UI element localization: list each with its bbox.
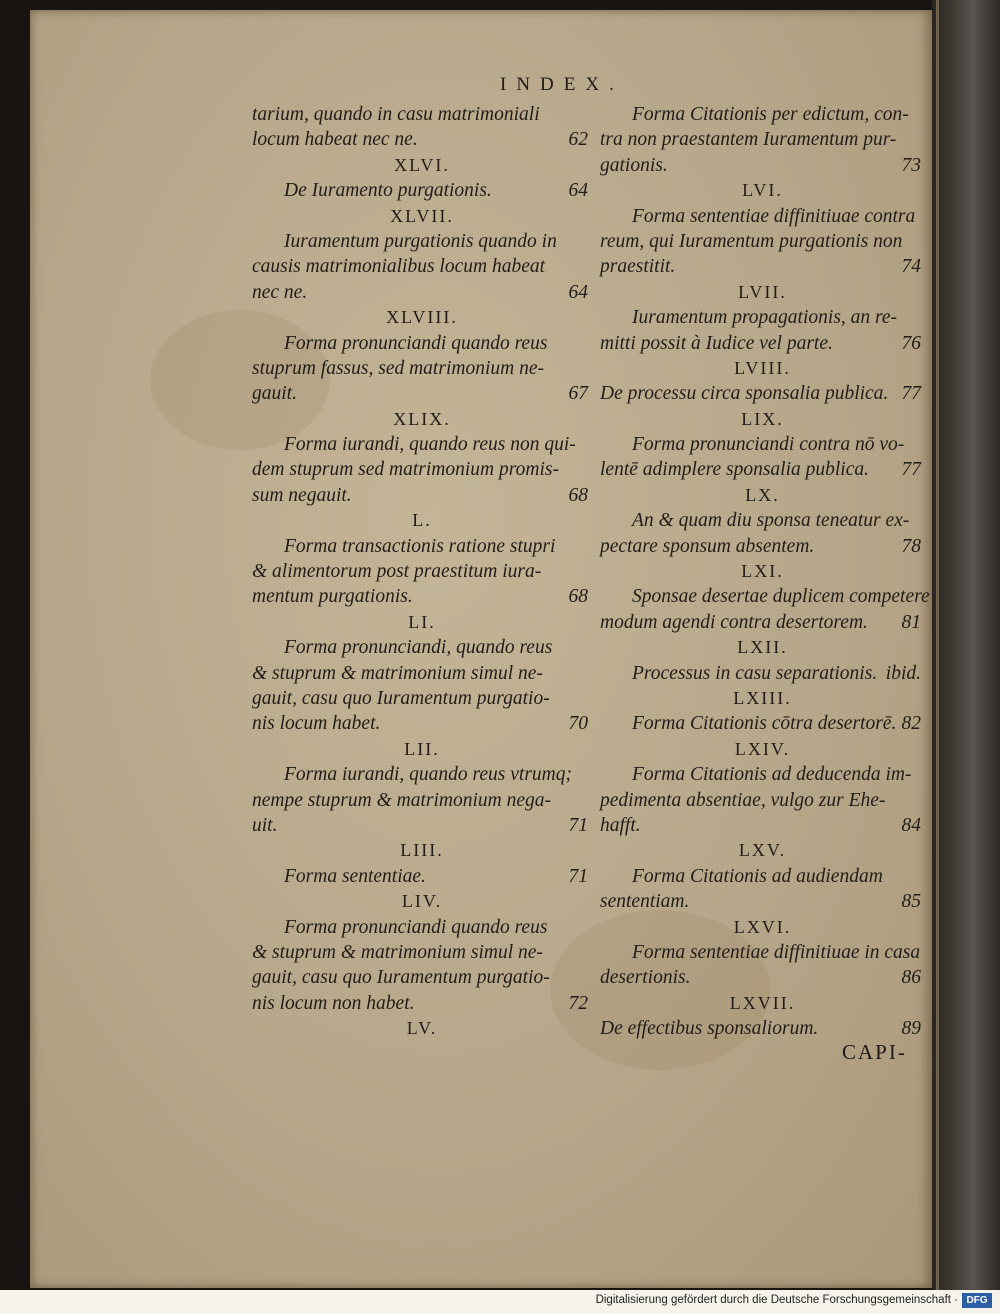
index-entry-line <box>252 280 592 305</box>
chapter-number <box>252 204 592 229</box>
entry-text: pedimenta absentiae, vulgo zur Ehe- <box>600 789 886 811</box>
index-entry-line <box>252 483 592 508</box>
index-entry-line <box>600 508 925 533</box>
entry-text: Forma pronunciandi, quando reus <box>284 637 553 659</box>
page-reference: 71 <box>568 865 588 887</box>
page-reference: ibid. <box>885 662 921 684</box>
chapter-number <box>252 838 592 863</box>
page-reference: 68 <box>568 484 588 506</box>
entry-text: XLIX. <box>393 408 451 429</box>
entry-text: desertionis. <box>600 967 691 989</box>
entry-text: praestitit. <box>600 256 676 278</box>
index-entry-line <box>600 381 925 406</box>
entry-text: LXIV. <box>734 738 791 759</box>
entry-text: nis locum non habet. <box>252 992 415 1014</box>
entry-text: LII. <box>404 738 440 759</box>
page-reference: 77 <box>901 459 921 481</box>
page-reference: 86 <box>901 967 921 989</box>
page-reference: 77 <box>901 383 921 405</box>
entry-text: mentum purgationis. <box>252 586 413 608</box>
page-reference: 64 <box>568 180 588 202</box>
entry-text: LX. <box>745 484 780 505</box>
page-reference: 70 <box>568 713 588 735</box>
entry-text: & alimentorum post praestitum iura- <box>252 561 542 583</box>
index-entry-line <box>600 584 930 609</box>
entry-text: causis matrimonialibus locum habeat <box>252 256 546 278</box>
index-entry-line <box>600 940 925 965</box>
entry-text: dem stuprum sed matrimonium promis- <box>252 459 559 481</box>
entry-text: gationis. <box>600 154 668 176</box>
index-left-column <box>252 102 592 1041</box>
entry-text: Forma iurandi, quando reus non qui- <box>284 434 576 456</box>
page-reference: 82 <box>901 713 921 735</box>
index-entry-line <box>600 661 925 686</box>
page-reference: 81 <box>901 611 921 633</box>
entry-text: nec ne. <box>252 281 308 303</box>
chapter-number <box>600 356 925 381</box>
chapter-number <box>252 889 592 914</box>
entry-text: tra non praestantem Iuramentum pur- <box>600 129 897 151</box>
index-entry-line <box>600 432 925 457</box>
entry-text: lentē adimplere sponsalia publica. <box>600 459 869 481</box>
entry-text: Sponsae desertae duplicem competere <box>632 586 930 608</box>
entry-text: LXII. <box>737 637 788 658</box>
index-entry-line <box>600 457 925 482</box>
entry-text: LXVII. <box>729 992 796 1013</box>
chapter-number <box>600 635 925 660</box>
index-entry-line <box>600 762 925 787</box>
book-spine <box>932 0 1000 1290</box>
page-reference: 85 <box>901 891 921 913</box>
chapter-number <box>600 838 925 863</box>
index-entry-line <box>600 889 925 914</box>
index-entry-line <box>252 813 592 838</box>
entry-text: nis locum habet. <box>252 713 381 735</box>
page-reference: 74 <box>901 256 921 278</box>
index-entry-line <box>600 305 925 330</box>
page-reference: 71 <box>568 814 588 836</box>
entry-text: nempe stuprum & matrimonium nega- <box>252 789 551 811</box>
index-entry-line <box>252 178 592 203</box>
entry-text: Forma Citationis cōtra desertorē. <box>632 713 897 735</box>
entry-text: XLVII. <box>390 205 454 226</box>
entry-text: LIV. <box>401 891 443 912</box>
index-entry-line <box>600 864 925 889</box>
page-reference: 78 <box>901 535 921 557</box>
entry-text: gauit, casu quo Iuramentum purgatio- <box>252 967 550 989</box>
index-entry-line <box>600 204 925 229</box>
index-entry-line <box>252 711 592 736</box>
entry-text: LVIII. <box>734 357 791 378</box>
index-entry-line <box>252 254 592 279</box>
page-reference: 89 <box>901 1018 921 1040</box>
entry-text: mitti possit à Iudice vel parte. <box>600 332 833 354</box>
entry-text: LVII. <box>738 281 787 302</box>
index-entry-line <box>600 153 925 178</box>
index-entry-line <box>252 432 592 457</box>
entry-text: LVI. <box>742 180 783 201</box>
index-entry-line <box>600 788 925 813</box>
index-entry-line <box>252 864 592 889</box>
funding-notice: Digitalisierung gefördert durch die Deutsche Forschungsgemeinschaft · <box>595 1294 958 1306</box>
chapter-number <box>252 407 592 432</box>
index-entry-line <box>252 331 592 356</box>
page-edge <box>936 0 939 1290</box>
entry-text: tarium, quando in casu matrimoniali <box>252 104 540 125</box>
entry-text: LXIII. <box>733 687 792 708</box>
chapter-number <box>600 915 925 940</box>
index-entry-line <box>600 813 925 838</box>
entry-text: modum agendi contra desertorem. <box>600 611 868 633</box>
index-entry-line <box>252 584 592 609</box>
index-entry-line <box>600 331 925 356</box>
index-entry-line <box>252 127 592 152</box>
entry-text: & stuprum & matrimonium simul ne- <box>252 941 543 963</box>
entry-text: LV. <box>406 1018 438 1039</box>
index-entry-line <box>600 1016 925 1041</box>
index-entry-line <box>600 102 925 127</box>
index-entry-line <box>252 102 592 127</box>
entry-text: De effectibus sponsaliorum. <box>600 1018 819 1040</box>
entry-text: sententiam. <box>600 891 690 913</box>
index-entry-line <box>252 915 592 940</box>
page-reference: 73 <box>901 154 921 176</box>
entry-text: LIX. <box>741 408 784 429</box>
page-header: INDEX. <box>500 74 624 95</box>
entry-text: Forma pronunciandi contra nō vo- <box>632 434 905 456</box>
page-reference: 76 <box>901 332 921 354</box>
chapter-number <box>600 686 925 711</box>
entry-text: Forma sententiae diffinitiuae in casa <box>632 941 921 963</box>
index-entry-line <box>252 788 592 813</box>
index-entry-line <box>252 762 592 787</box>
entry-text: stuprum fassus, sed matrimonium ne- <box>252 357 544 379</box>
catchword: CAPI- <box>842 1040 907 1064</box>
chapter-number <box>252 153 592 178</box>
entry-text: XLVI. <box>394 154 450 175</box>
entry-text: Forma pronunciandi quando reus <box>284 332 548 354</box>
page-reference: 84 <box>901 814 921 836</box>
chapter-number <box>600 407 925 432</box>
entry-text: LXVI. <box>733 916 792 937</box>
entry-text: hafft. <box>600 814 641 836</box>
entry-text: Forma pronunciandi quando reus <box>284 916 548 938</box>
entry-text: XLVIII. <box>386 307 458 328</box>
chapter-number <box>600 737 925 762</box>
entry-text: pectare sponsum absentem. <box>600 535 815 557</box>
chapter-number <box>600 559 925 584</box>
index-entry-line <box>252 534 592 559</box>
entry-text: LXV. <box>738 840 787 861</box>
dfg-logo: DFG <box>962 1293 992 1308</box>
entry-text: De processu circa sponsalia publica. <box>600 383 889 405</box>
page-reference: 67 <box>568 383 588 405</box>
chapter-number <box>252 1016 592 1041</box>
entry-text: LI. <box>408 611 436 632</box>
index-entry-line <box>600 534 925 559</box>
index-entry-line <box>252 457 592 482</box>
entry-text: gauit, casu quo Iuramentum purgatio- <box>252 687 550 709</box>
chapter-number <box>252 305 592 330</box>
index-entry-line <box>252 559 592 584</box>
index-entry-line <box>600 965 925 990</box>
entry-text: Processus in casu separationis. <box>632 662 878 684</box>
index-entry-line <box>252 661 592 686</box>
chapter-number <box>600 483 925 508</box>
chapter-number <box>600 280 925 305</box>
page-reference: 62 <box>568 129 588 151</box>
index-entry-line <box>252 381 592 406</box>
entry-text: reum, qui Iuramentum purgationis non <box>600 230 903 252</box>
chapter-number <box>252 508 592 533</box>
chapter-number <box>252 737 592 762</box>
entry-text: locum habeat nec ne. <box>252 129 418 151</box>
index-entry-line <box>600 127 925 152</box>
entry-text: sum negauit. <box>252 484 352 506</box>
index-entry-line <box>252 635 592 660</box>
entry-text: Forma sententiae diffinitiuae contra <box>632 205 916 227</box>
entry-text: L. <box>412 510 432 531</box>
index-right-column <box>600 102 930 1041</box>
page-reference: 64 <box>568 281 588 303</box>
entry-text: Forma Citationis ad deducenda im- <box>632 764 912 786</box>
index-entry-line <box>252 686 592 711</box>
index-entry-line <box>600 610 925 635</box>
index-entry-line <box>252 965 592 990</box>
entry-text: Forma Citationis ad audiendam <box>632 865 883 887</box>
entry-text: Forma transactionis ratione stupri <box>284 535 556 557</box>
entry-text: uit. <box>252 814 278 836</box>
entry-text: De Iuramento purgationis. <box>284 180 492 202</box>
entry-text: Iuramentum propagationis, an re- <box>632 307 898 329</box>
entry-text: Forma iurandi, quando reus vtrumq; <box>284 764 572 786</box>
index-entry-line <box>252 991 592 1016</box>
entry-text: Iuramentum purgationis quando in <box>284 230 557 252</box>
entry-text: Forma Citationis per edictum, con- <box>632 104 909 125</box>
index-entry-line <box>600 229 925 254</box>
entry-text: & stuprum & matrimonium simul ne- <box>252 662 543 684</box>
index-entry-line <box>252 229 592 254</box>
index-entry-line <box>252 940 592 965</box>
entry-text: An & quam diu sponsa teneatur ex- <box>632 510 910 532</box>
page-reference: 68 <box>568 586 588 608</box>
entry-text: LIII. <box>400 840 444 861</box>
index-entry-line <box>600 711 925 736</box>
page-reference: 72 <box>568 992 588 1014</box>
entry-text: LXI. <box>741 561 784 582</box>
chapter-number <box>600 991 925 1016</box>
chapter-number <box>600 178 925 203</box>
index-entry-line <box>252 356 592 381</box>
chapter-number <box>252 610 592 635</box>
entry-text: gauit. <box>252 383 297 405</box>
entry-text: Forma sententiae. <box>284 865 426 887</box>
index-entry-line <box>600 254 925 279</box>
footer-bar <box>0 1290 1000 1314</box>
